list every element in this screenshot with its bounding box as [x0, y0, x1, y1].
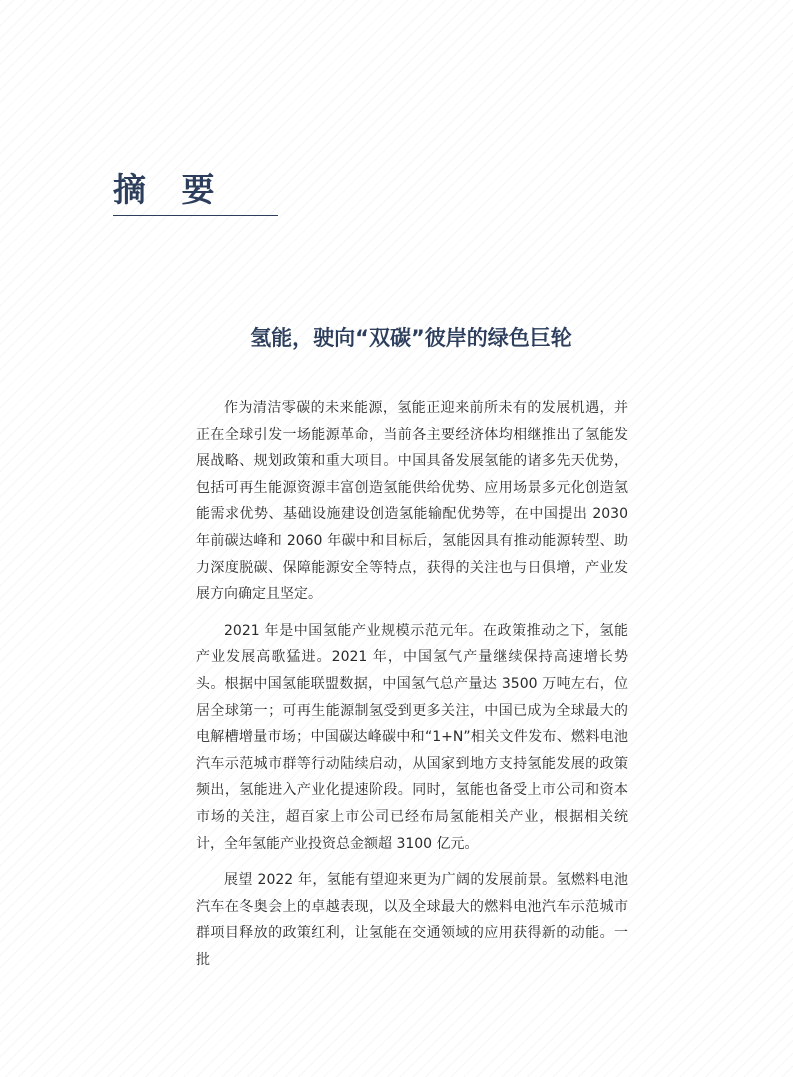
paragraph: 作为清洁零碳的未来能源，氢能正迎来前所未有的发展机遇，并正在全球引发一场能源革命，当前各主要经济体均相继推出了氢能发展战略、规划政策和重大项目。中国具备发展氢能的诸多先天优势，包括可再生能源资源丰富创造氢能供给优势、应用场景多元化创造氢能需求优势、基础设施建设创造氢能输配优势等，在中国提出 2030 年前碳达峰和 2060 年碳中和目标后，氢能因具有推动能源转型、助力深度脱碳、保障能源安全等特点，获得的关注也与日俱增，产业发展方向确定且坚定。: [196, 400, 628, 603]
page-title: 摘 要: [113, 170, 227, 209]
title-underline: [113, 215, 278, 216]
paragraph: 2021 年是中国氢能产业规模示范元年。在政策推动之下，氢能产业发展高歌猛进。2021 年，中国氢气产量继续保持高速增长势头。根据中国氢能联盟数据，中国氢气总产量达 3500 万吨左右，位居全球第一；可再生能源制氢受到更多关注，中国已成为全球最大的电解槽增量市场；中国碳达峰碳中和“1+N”相关文件发布、燃料电池汽车示范城市群等行动陆续启动，从国家到地方支持氢能发展的政策频出，氢能进入产业化提速阶段。同时，氢能也备受上市公司和资本市场的关注，超百家上市公司已经布局氢能相关产业，根据相关统计，全年氢能产业投资总金额超 3100 亿元。: [196, 622, 628, 852]
section-heading: 氢能，驶向“双碳”彼岸的绿色巨轮: [250, 326, 572, 350]
paragraph: 展望 2022 年，氢能有望迎来更为广阔的发展前景。氢燃料电池汽车在冬奥会上的卓越表现，以及全球最大的燃料电池汽车示范城市群项目释放的政策红利，让氢能在交通领域的应用获得新的动能。一批: [196, 872, 628, 968]
body-text: [196, 395, 628, 983]
